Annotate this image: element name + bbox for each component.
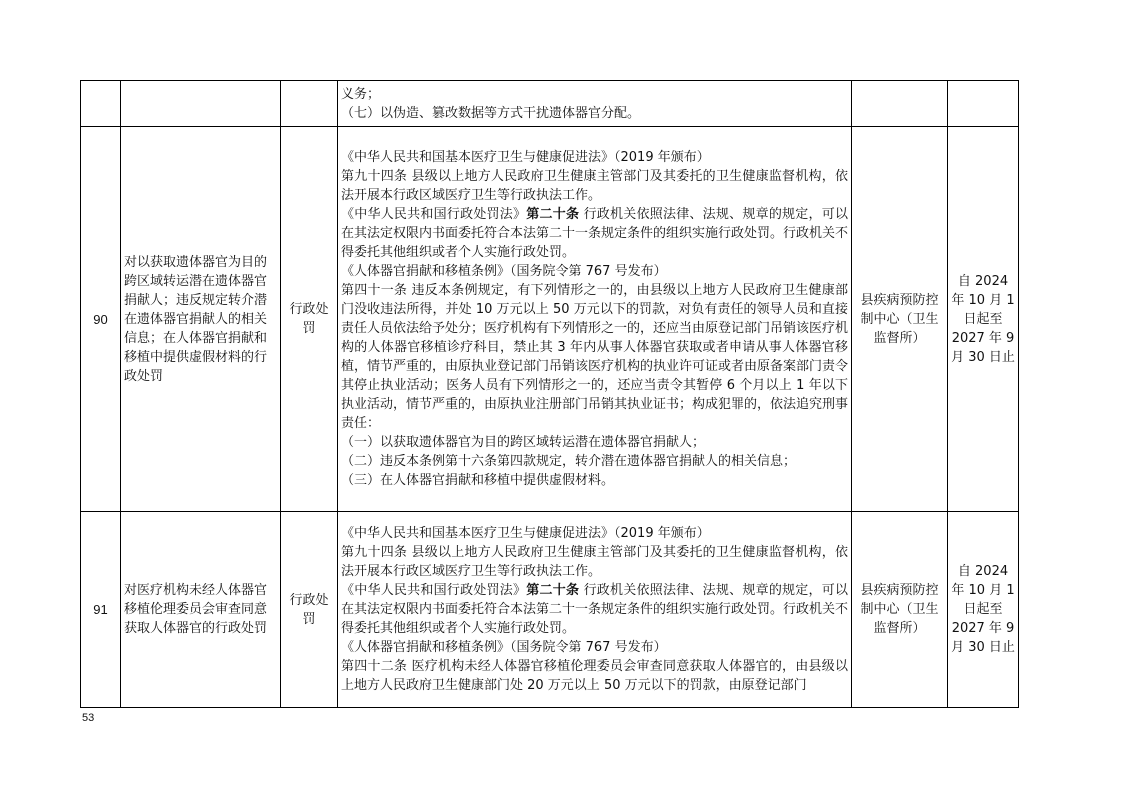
row-number: 90	[81, 127, 121, 512]
article-text: 行政机关依照法律、法规、规章的规定，可以在其法定权限内书面委托符合本法第二十一条规定条件的组织实施行政处罚。行政机关不得委托其他组织或者个人实施行政处罚。	[341, 207, 849, 260]
item-name	[121, 81, 281, 127]
basis-line: 第四十二条 医疗机构未经人体器官移植伦理委员会审查同意获取人体器官的，由县级以上地方人民政府卫生健康部门处 20 万元以上 50 万元以下的罚款，由原登记部门	[341, 659, 848, 693]
item-name: 对以获取遗体器官为目的跨区域转运潜在遗体器官捐献人；违反规定转介潜在遗体器官捐献人的相关信息；在人体器官捐献和移植中提供虚假材料的行政处罚	[121, 127, 281, 512]
table-row	[81, 81, 1019, 127]
article-heading: 第二十条	[526, 207, 580, 222]
basis-line: 《中华人民共和国基本医疗卫生与健康促进法》（2019 年颁布）	[341, 526, 710, 541]
law-title: 《中华人民共和国行政处罚法》	[341, 583, 527, 598]
law-title: 《中华人民共和国行政处罚法》	[341, 207, 527, 222]
item-name: 对医疗机构未经人体器官移植伦理委员会审查同意获取人体器官的行政处罚	[121, 512, 281, 708]
legal-basis	[338, 127, 852, 512]
basis-line: 义务；	[341, 86, 381, 102]
basis-line: 第四十一条 违反本条例规定，有下列情形之一的，由县级以上地方人民政府卫生健康部门没收违法所得，并处 10 万元以上 50 万元以下的罚款，对负有责任的领导人员和直接责任人员依法给予处分；医疗机构有下列情形之一的，还应当由原登记部门吊销该医疗机构的人体器官移植诊疗科目，禁止其 3 年内从事人体器官获取或者申请从事人体器官移植，情节严重的，由原执业登记部门吊销该医疗机构的执业许可证或者由原备案部门责令其停止执业活动；医务人员有下列情形之一的，还应当责令其暂停 6 个月以上 1 年以下执业活动，情节严重的，由原执业注册部门吊销其执业证书；构成犯罪的，依法追究刑事责任：	[341, 283, 849, 431]
item-type: 行政处罚	[281, 512, 338, 708]
article-text: 行政机关依照法律、法规、规章的规定，可以在其法定权限内书面委托符合本法第二十一条规定条件的组织实施行政处罚。行政机关不得委托其他组织或者个人实施行政处罚。	[341, 583, 849, 636]
legal-basis	[338, 512, 852, 708]
row-number: 91	[81, 512, 121, 708]
responsible-dept: 县疾病预防控制中心（卫生监督所）	[852, 512, 948, 708]
enforcement-table	[80, 80, 1019, 708]
item-type: 行政处罚	[281, 127, 338, 512]
table-row	[81, 512, 1019, 708]
valid-period: 自 2024 年 10 月 1 日起至 2027 年 9 月 30 日止	[948, 512, 1019, 708]
responsible-dept: 县疾病预防控制中心（卫生监督所）	[852, 127, 948, 512]
item-type	[281, 81, 338, 127]
basis-line: （一）以获取遗体器官为目的跨区域转运潜在遗体器官捐献人；	[341, 435, 706, 450]
basis-line: 《人体器官捐献和移植条例》（国务院令第 767 号发布）	[341, 640, 667, 655]
table-row	[81, 127, 1019, 512]
basis-line: （二）违反本条例第十六条第四款规定，转介潜在遗体器官捐献人的相关信息；	[341, 454, 797, 469]
basis-line: 第九十四条 县级以上地方人民政府卫生健康主管部门及其委托的卫生健康监督机构，依法开展本行政区域医疗卫生等行政执法工作。	[341, 169, 848, 203]
valid-period: 自 2024 年 10 月 1 日起至 2027 年 9 月 30 日止	[948, 127, 1019, 512]
row-number	[81, 81, 121, 127]
legal-basis	[338, 81, 852, 127]
basis-line: 第九十四条 县级以上地方人民政府卫生健康主管部门及其委托的卫生健康监督机构，依法开展本行政区域医疗卫生等行政执法工作。	[341, 545, 848, 579]
basis-line	[341, 581, 848, 638]
basis-line: （三）在人体器官捐献和移植中提供虚假材料。	[341, 473, 615, 488]
basis-line: 《中华人民共和国基本医疗卫生与健康促进法》（2019 年颁布）	[341, 150, 710, 165]
basis-line: 《人体器官捐献和移植条例》（国务院令第 767 号发布）	[341, 264, 667, 279]
basis-line	[341, 205, 848, 262]
article-heading: 第二十条	[526, 583, 580, 598]
basis-line: （七）以伪造、篡改数据等方式干扰遗体器官分配。	[341, 105, 641, 121]
valid-period	[948, 81, 1019, 127]
page-number: 53	[82, 712, 95, 724]
responsible-dept	[852, 81, 948, 127]
